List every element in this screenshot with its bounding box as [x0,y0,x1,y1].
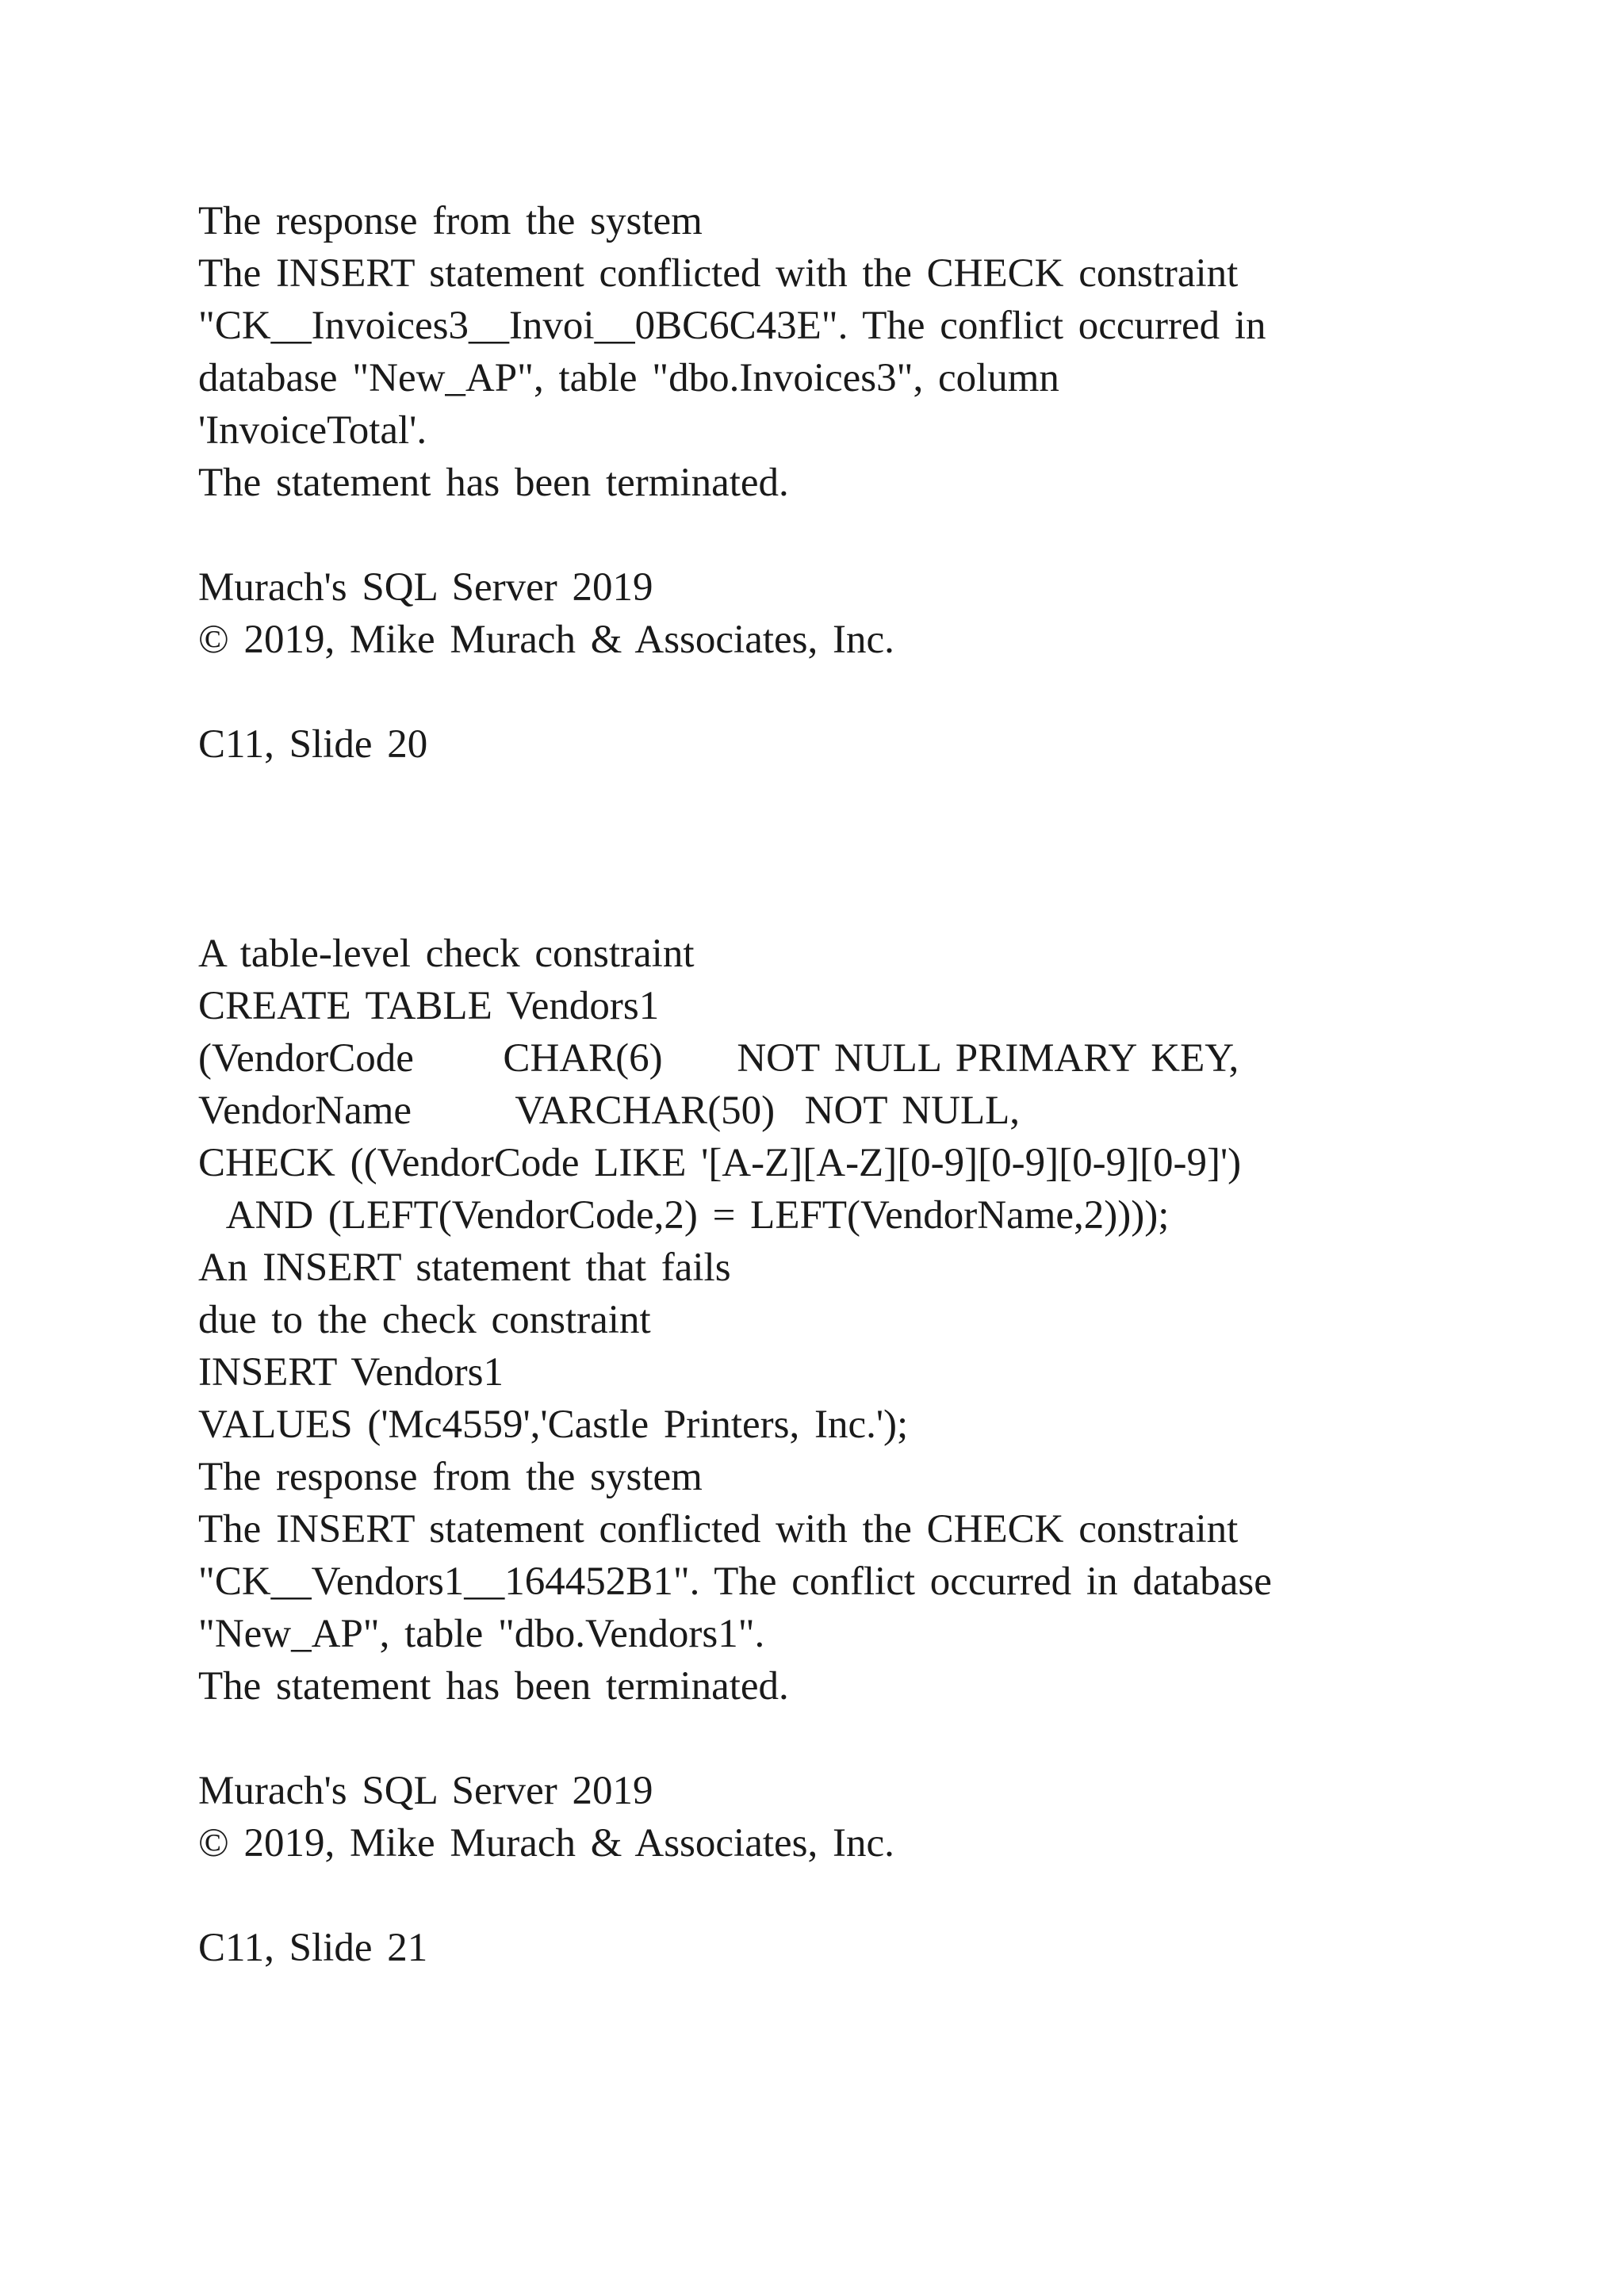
footer-book-title: Murach's SQL Server 2019 [198,565,653,610]
insert-code-line: VALUES ('Mc4559','Castle Printers, Inc.'); [198,1402,909,1447]
error-line: The INSERT statement conflicted with the CHECK constraint [198,251,1239,296]
response-heading: The response from the system [198,1455,703,1499]
slide-label: C11, Slide 21 [198,1926,428,1970]
error-line: The INSERT statement conflicted with the CHECK constraint [198,1507,1239,1552]
error-line: "CK__Invoices3__Invoi__0BC6C43E". The conflict occurred in [198,304,1266,348]
section-heading: A table-level check constraint [198,932,695,976]
error-line: "CK__Vendors1__164452B1". The conflict occurred in database [198,1559,1272,1604]
slide-label: C11, Slide 20 [198,722,428,767]
code-line: (VendorCode CHAR(6) NOT NULL PRIMARY KEY, [198,1036,1239,1081]
code-line: CREATE TABLE Vendors1 [198,984,660,1028]
footer-copyright: © 2019, Mike Murach & Associates, Inc. [198,618,894,662]
error-line: "New_AP", table "dbo.Vendors1". [198,1612,765,1656]
error-line: The statement has been terminated. [198,1664,789,1709]
insert-heading-line: due to the check constraint [198,1298,651,1342]
error-line: 'InvoiceTotal'. [198,408,427,453]
insert-code-line: INSERT Vendors1 [198,1350,504,1395]
error-line: The statement has been terminated. [198,461,789,505]
code-line: AND (LEFT(VendorCode,2) = LEFT(VendorName,2)))); [198,1193,1170,1238]
insert-heading-line: An INSERT statement that fails [198,1246,731,1290]
code-line: CHECK ((VendorCode LIKE '[A-Z][A-Z][0-9][0-9][0-9][0-9]') [198,1141,1242,1185]
error-line: database "New_AP", table "dbo.Invoices3", column [198,356,1059,400]
response-heading: The response from the system [198,199,703,243]
footer-book-title: Murach's SQL Server 2019 [198,1769,653,1813]
code-line: VendorName VARCHAR(50) NOT NULL, [198,1089,1021,1133]
footer-copyright: © 2019, Mike Murach & Associates, Inc. [198,1821,894,1866]
